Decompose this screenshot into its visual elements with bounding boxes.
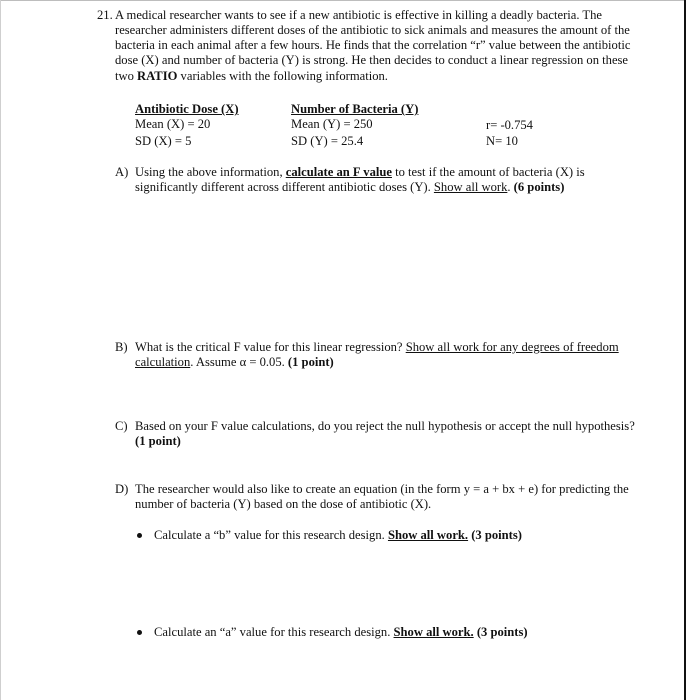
part-b-points: (1 point) [287, 355, 334, 369]
y-sd: SD (Y) = 25.4 [291, 134, 364, 148]
bullet-1-points: (3 points) [468, 528, 522, 542]
part-a-line-2-pre: significantly different across different antibiotic doses (Y). [135, 180, 434, 194]
y-mean: Mean (Y) = 250 [291, 117, 373, 131]
part-a-line-1 [135, 164, 585, 180]
intro-line-3: bacteria in each animal after a few hours. He finds that the correlation “r” value between the antibiotic [115, 38, 631, 52]
intro-line-2: researcher administers different doses of the antibiotic to sick animals and measures the amount of the [115, 23, 630, 37]
bullet-1-show-work: Show all work. [387, 528, 469, 542]
part-d-bullet-2 [154, 624, 528, 640]
part-a-line-1-pre: Using the above information, [135, 165, 286, 179]
part-c-label: C) [115, 419, 128, 433]
part-a-line-1-post: to test if the amount of bacteria (X) is [391, 165, 585, 179]
part-c-points: (1 point) [135, 434, 181, 448]
x-sd: SD (X) = 5 [135, 134, 192, 148]
part-b-calculation: calculation [135, 355, 191, 369]
part-b-label: B) [115, 340, 128, 354]
part-d-bullet-1 [154, 527, 522, 543]
bullet-2-points: (3 points) [473, 625, 528, 639]
part-b-line-1-pre: What is the critical F value for this linear regression? [135, 340, 406, 354]
part-b-line-1 [135, 339, 619, 355]
page-left-border [0, 0, 1, 700]
intro-line-4: dose (X) and number of bacteria (Y) is strong. He then decides to conduct a linear regression on these [115, 53, 629, 67]
intro-line-5-post: variables with the following information. [177, 69, 388, 83]
ratio-keyword: RATIO [137, 69, 178, 83]
part-d-label: D) [115, 482, 129, 496]
x-variable-header: Antibiotic Dose (X) [135, 102, 239, 116]
bullet-icon [137, 533, 142, 538]
correlation-r: r= -0.754 [486, 118, 533, 132]
part-a-label: A) [115, 165, 129, 179]
bullet-2-show-work: Show all work. [393, 625, 474, 639]
x-mean: Mean (X) = 20 [135, 117, 211, 131]
part-a-points: (6 points) [513, 180, 565, 194]
part-b-show-work: Show all work for any degrees of freedom [405, 340, 619, 354]
part-b-line-2 [135, 354, 334, 370]
part-a-show-work: Show all work [433, 180, 508, 194]
bullet-icon [137, 630, 142, 635]
question-number: 21. [97, 8, 113, 22]
part-c-line-1: Based on your F value calculations, do you reject the null hypothesis or accept the null hypothesis? [135, 419, 635, 433]
page-top-border [0, 0, 686, 1]
part-b-line-2-post: . Assume α = 0.05. [190, 355, 288, 369]
part-a-line-2-dot: . [507, 180, 514, 194]
part-a-line-2 [135, 179, 564, 195]
bullet-2-text: Calculate an “a” value for this research design. [154, 625, 394, 639]
sample-size-n: N= 10 [486, 134, 518, 148]
bullet-1-text: Calculate a “b” value for this research design. [154, 528, 388, 542]
intro-line-1: A medical researcher wants to see if a new antibiotic is effective in killing a deadly bacteria. The [115, 8, 602, 22]
intro-line-5-pre: two [115, 69, 138, 83]
part-a-emphasis: calculate an F value [285, 165, 392, 179]
y-variable-header: Number of Bacteria (Y) [291, 102, 419, 116]
part-d-line-1: The researcher would also like to create an equation (in the form y = a + bx + e) for predicting the [135, 482, 629, 496]
part-d-line-2: number of bacteria (Y) based on the dose of antibiotic (X). [135, 497, 432, 511]
intro-line-5 [115, 68, 388, 84]
